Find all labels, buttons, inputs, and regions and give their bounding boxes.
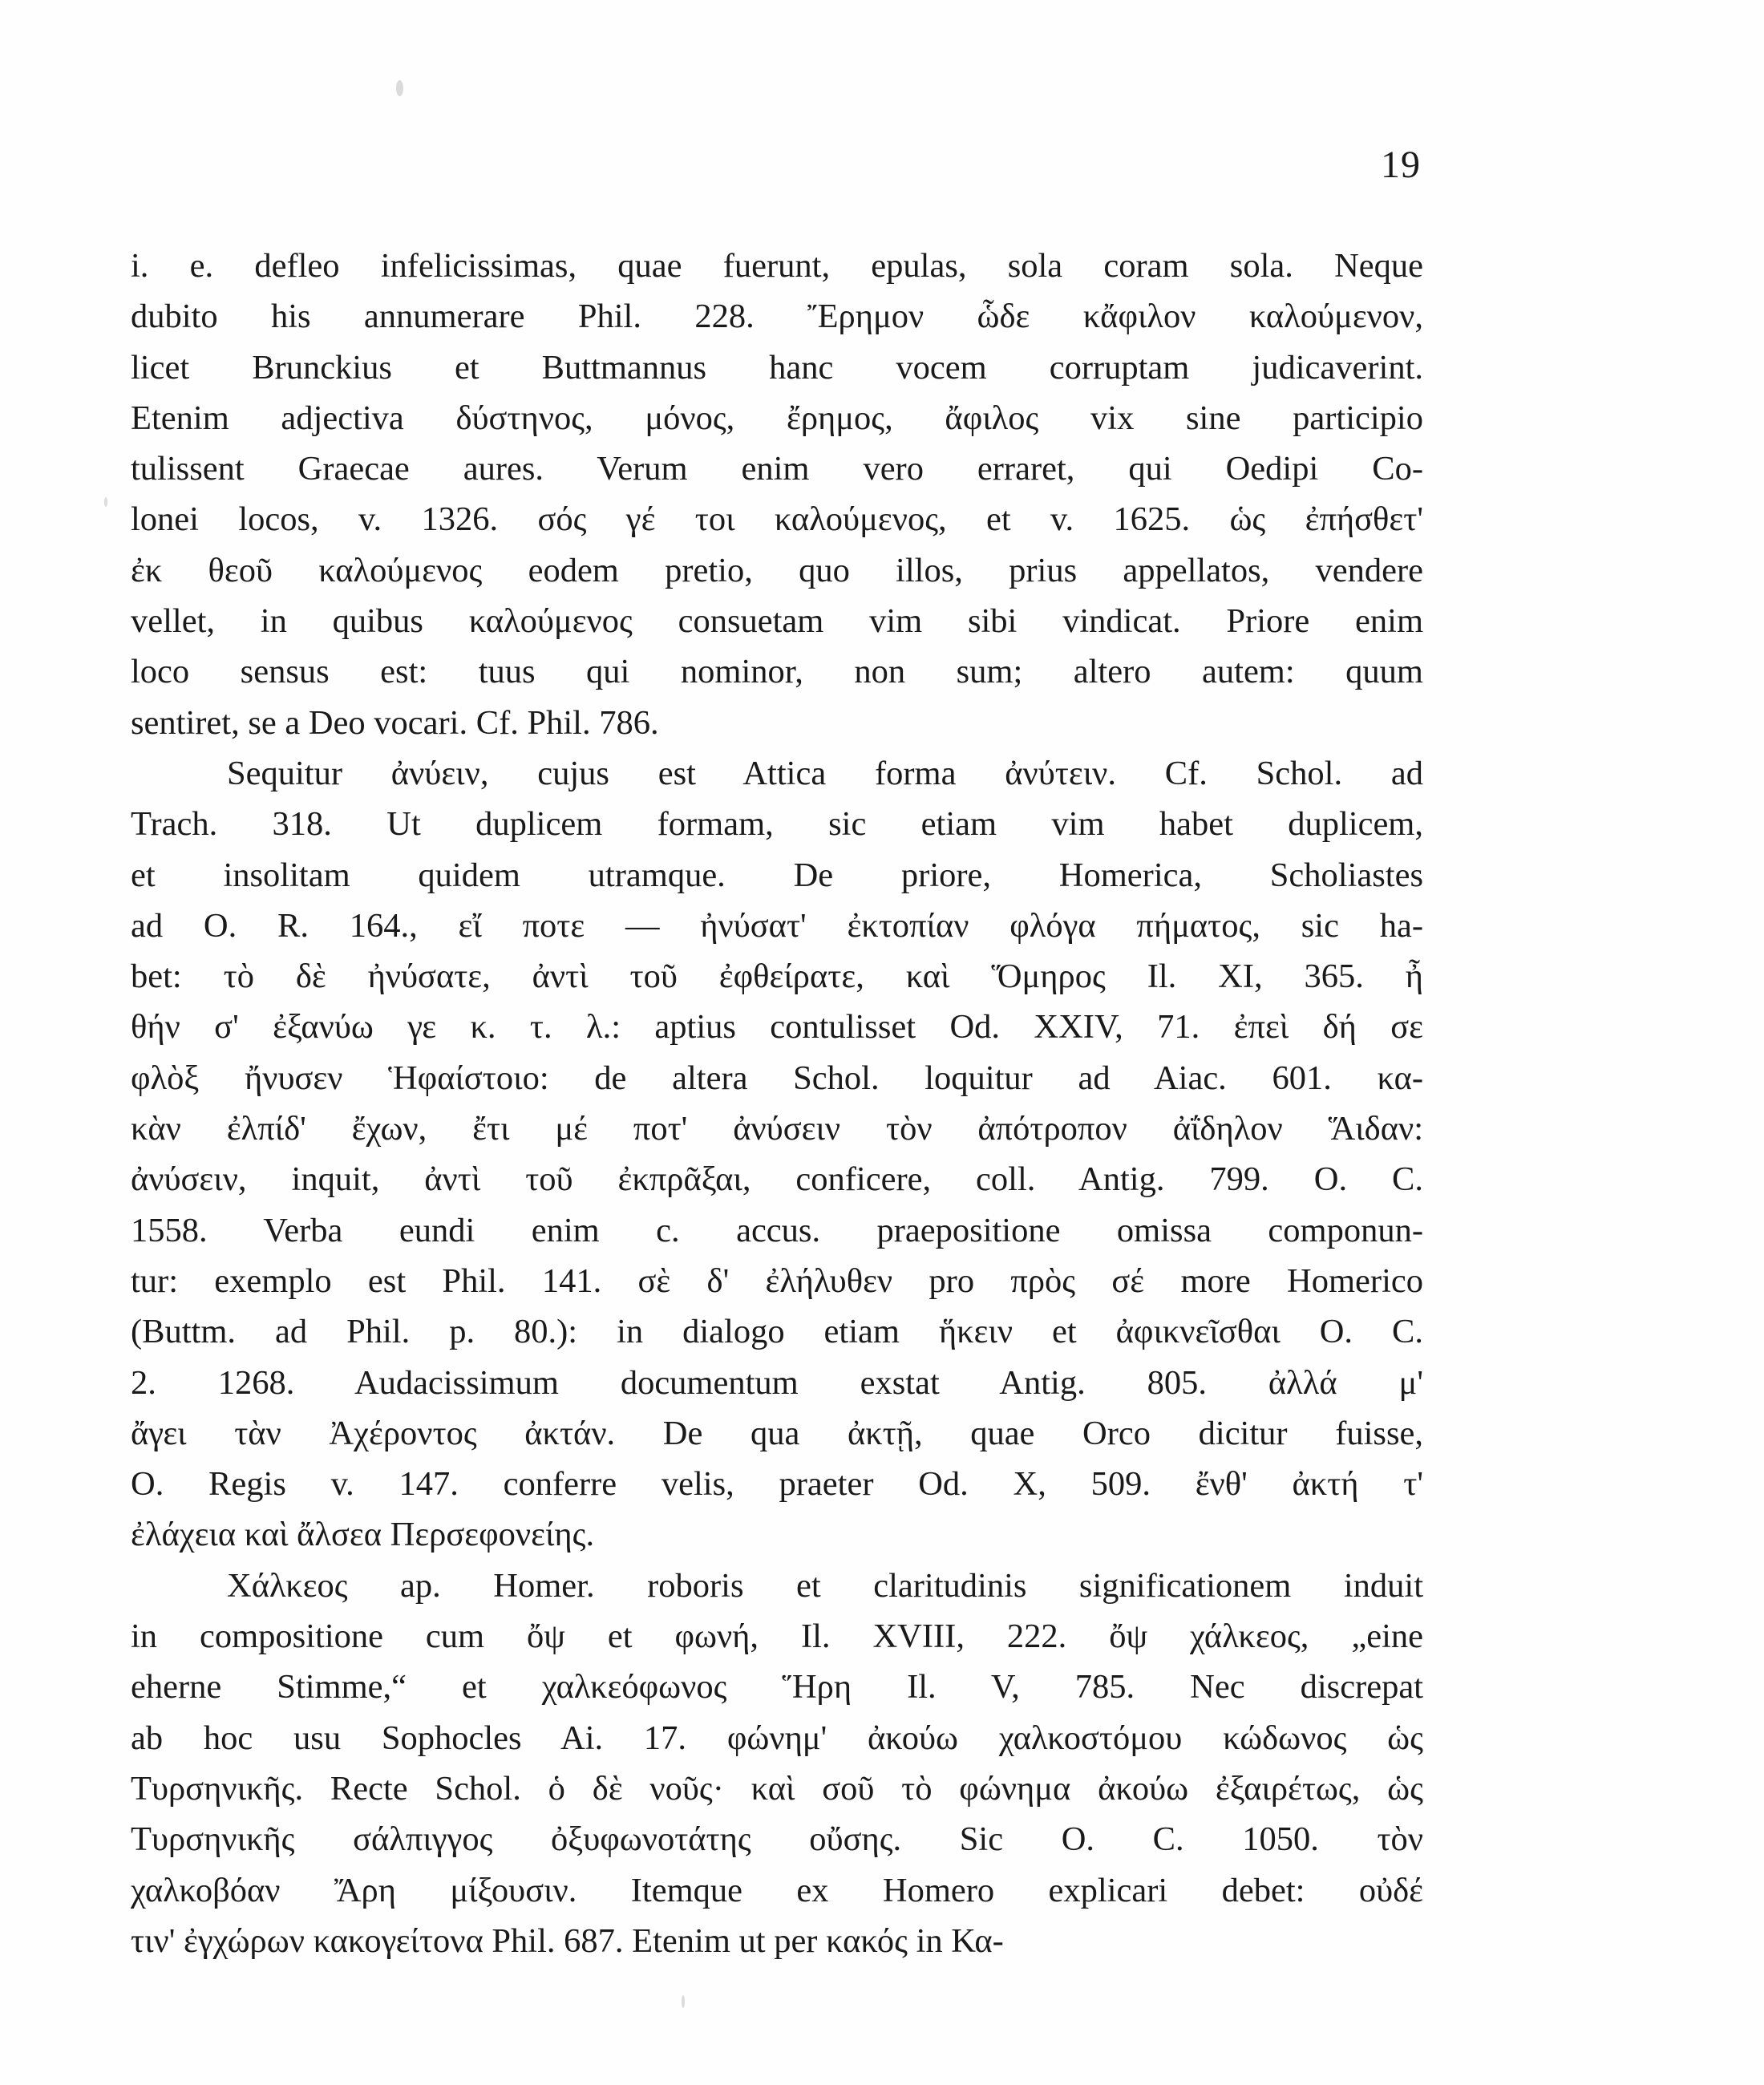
text-line: sentiret, se a Deo vocari. Cf. Phil. 786. <box>131 703 659 742</box>
text-line: et insolitam quidem utramque. De priore, Homerica, Scholiastes <box>131 856 1423 894</box>
text-line: O. Regis v. 147. conferre velis, praeter Od. X, 509. ἔνθ' ἀκτή τ' <box>131 1465 1423 1504</box>
text-line: tur: exemplo est Phil. 141. σὲ δ' ἐλήλυθεν pro πρὸς σέ more Homerico <box>131 1261 1423 1300</box>
text-line: θήν σ' ἐξανύω γε κ. τ. λ.: aptius contulisset Od. XXIV, 71. ἐπεὶ δή σε <box>131 1008 1423 1047</box>
text-line: Χάλκεος ap. Homer. roboris et claritudinis significationem induit <box>227 1566 1423 1605</box>
text-line: Sequitur ἀνύειν, cujus est Attica forma ἀνύτειν. Cf. Schol. ad <box>227 754 1423 792</box>
text-line: Etenim adjectiva δύστηνος, μόνος, ἔρημος, ἄφιλος vix sine participio <box>131 399 1423 437</box>
text-line: Τυρσηνικῆς. Recte Schol. ὁ δὲ νοῦς· καὶ σοῦ τὸ φώνημα ἀκούω ἐξαιρέτως, ὡς <box>131 1769 1423 1808</box>
text-line: in compositione cum ὄψ et φωνή, Il. XVIII, 222. ὄψ χάλκεος, „eine <box>131 1617 1423 1656</box>
body-text <box>131 241 1423 1966</box>
text-line: bet: τὸ δὲ ἠνύσατε, ἀντὶ τοῦ ἐφθείρατε, καὶ Ὅμηρος Il. XI, 365. ἦ <box>131 957 1423 996</box>
text-line: χαλκοβόαν Ἄρη μίξουσιν. Itemque ex Homero explicari debet: οὐδέ <box>131 1871 1423 1909</box>
paragraph <box>131 1561 1423 1966</box>
text-line: i. e. defleo infelicissimas, quae fuerunt, epulas, sola coram sola. Neque <box>131 247 1423 285</box>
paper-speck <box>682 1995 685 2008</box>
text-line: κὰν ἐλπίδ' ἔχων, ἔτι μέ ποτ' ἀνύσειν τὸν ἀπότροπον ἀΐδηλον Ἅιδαν: <box>131 1110 1423 1148</box>
text-line: ἐκ θεοῦ καλούμενος eodem pretio, quo illos, prius appellatos, vendere <box>131 551 1423 589</box>
text-line: ad O. R. 164., εἴ ποτε — ἠνύσατ' ἐκτοπίαν φλόγα πήματος, sic ha- <box>131 906 1423 945</box>
text-line: tulissent Graecae aures. Verum enim vero erraret, qui Oedipi Co- <box>131 450 1423 488</box>
text-line: Trach. 318. Ut duplicem formam, sic etiam vim habet duplicem, <box>131 805 1423 844</box>
page-number: 19 <box>1381 144 1421 186</box>
text-line: 1558. Verba eundi enim c. accus. praepositione omissa componun- <box>131 1211 1423 1249</box>
text-line: lonei locos, v. 1326. σός γέ τοι καλούμενος, et v. 1625. ὡς ἐπήσθετ' <box>131 500 1423 539</box>
text-line: Τυρσηνικῆς σάλπιγγος ὀξυφωνοτάτης οὔσης. Sic O. C. 1050. τὸν <box>131 1820 1423 1859</box>
text-line: (Buttm. ad Phil. p. 80.): in dialogo etiam ἥκειν et ἀφικνεῖσθαι O. C. <box>131 1313 1423 1351</box>
paragraph <box>131 241 1423 748</box>
paper-speck <box>396 80 403 96</box>
text-line: ab hoc usu Sophocles Ai. 17. φώνημ' ἀκούω χαλκοστόμου κώδωνος ὡς <box>131 1719 1423 1757</box>
text-line: vellet, in quibus καλούμενος consuetam vim sibi vindicat. Priore enim <box>131 602 1423 641</box>
text-line: ἐλάχεια καὶ ἄλσεα Περσεφονείης. <box>131 1516 595 1554</box>
text-line: ἀνύσειν, inquit, ἀντὶ τοῦ ἐκπρᾶξαι, conficere, coll. Antig. 799. O. C. <box>131 1160 1423 1199</box>
text-line: loco sensus est: tuus qui nominor, non sum; altero autem: quum <box>131 653 1423 691</box>
text-line: eherne Stimme,“ et χαλκεόφωνος Ἥρη Il. V, 785. Nec discrepat <box>131 1668 1423 1706</box>
text-line: τιν' ἐγχώρων κακογείτονα Phil. 687. Etenim ut per κακός in Κα- <box>131 1921 1004 1960</box>
text-line: φλὸξ ἤνυσεν Ἡφαίστοιο: de altera Schol. loquitur ad Aiac. 601. κα- <box>131 1059 1423 1097</box>
text-line: 2. 1268. Audacissimum documentum exstat Antig. 805. ἀλλά μ' <box>131 1363 1423 1402</box>
text-line: ἄγει τὰν Ἀχέροντος ἀκτάν. De qua ἀκτῇ, quae Orco dicitur fuisse, <box>131 1414 1423 1452</box>
text-line: licet Brunckius et Buttmannus hanc vocem corruptam judicaverint. <box>131 348 1423 387</box>
paper-speck <box>104 497 107 507</box>
paragraph <box>131 748 1423 1561</box>
text-line: dubito his annumerare Phil. 228. Ἔρημον ὧδε κἄφιλον καλούμενον, <box>131 298 1423 336</box>
